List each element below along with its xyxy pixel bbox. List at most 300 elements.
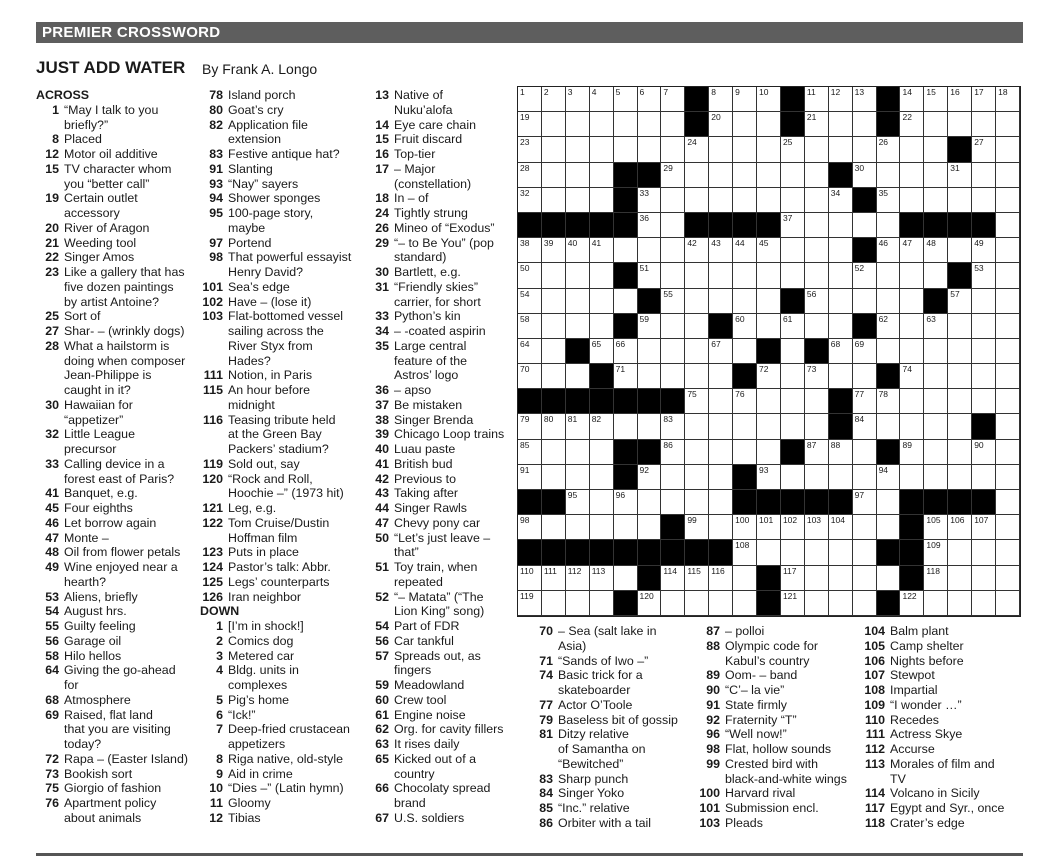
grid-cell[interactable] xyxy=(566,263,590,288)
grid-cell[interactable] xyxy=(709,137,733,162)
grid-cell[interactable] xyxy=(709,263,733,288)
grid-cell[interactable] xyxy=(829,465,853,490)
grid-cell[interactable] xyxy=(900,364,924,389)
grid-cell[interactable] xyxy=(924,112,948,137)
grid-cell[interactable] xyxy=(518,364,542,389)
grid-cell[interactable] xyxy=(614,87,638,112)
grid-cell[interactable] xyxy=(590,163,614,188)
grid-cell[interactable] xyxy=(542,188,566,213)
grid-cell[interactable] xyxy=(590,591,614,616)
grid-cell[interactable] xyxy=(972,263,996,288)
grid-cell[interactable] xyxy=(924,137,948,162)
grid-cell[interactable] xyxy=(853,440,877,465)
grid-cell[interactable] xyxy=(661,163,685,188)
grid-cell[interactable] xyxy=(590,238,614,263)
grid-cell[interactable] xyxy=(781,188,805,213)
grid-cell[interactable] xyxy=(661,238,685,263)
grid-cell[interactable] xyxy=(661,188,685,213)
grid-cell[interactable] xyxy=(566,440,590,465)
grid-cell[interactable] xyxy=(542,263,566,288)
grid-cell[interactable] xyxy=(709,188,733,213)
grid-cell[interactable] xyxy=(518,263,542,288)
grid-cell[interactable] xyxy=(590,87,614,112)
grid-cell[interactable] xyxy=(829,515,853,540)
grid-cell[interactable] xyxy=(685,339,709,364)
grid-cell[interactable] xyxy=(877,414,901,439)
grid-cell[interactable] xyxy=(566,364,590,389)
grid-cell[interactable] xyxy=(733,163,757,188)
grid-cell[interactable] xyxy=(900,591,924,616)
grid-cell[interactable] xyxy=(638,87,662,112)
grid-cell[interactable] xyxy=(614,112,638,137)
grid-cell[interactable] xyxy=(685,289,709,314)
grid-cell[interactable] xyxy=(853,465,877,490)
grid-cell[interactable] xyxy=(638,339,662,364)
grid-cell[interactable] xyxy=(853,566,877,591)
grid-cell[interactable] xyxy=(900,188,924,213)
grid-cell[interactable] xyxy=(566,188,590,213)
grid-cell[interactable] xyxy=(829,289,853,314)
grid-cell[interactable] xyxy=(853,263,877,288)
grid-cell[interactable] xyxy=(948,515,972,540)
grid-cell[interactable] xyxy=(853,87,877,112)
grid-cell[interactable] xyxy=(900,414,924,439)
grid-cell[interactable] xyxy=(518,414,542,439)
grid-cell[interactable] xyxy=(996,137,1020,162)
grid-cell[interactable] xyxy=(900,339,924,364)
grid-cell[interactable] xyxy=(877,465,901,490)
grid-cell[interactable] xyxy=(924,339,948,364)
grid-cell[interactable] xyxy=(733,566,757,591)
grid-cell[interactable] xyxy=(709,163,733,188)
grid-cell[interactable] xyxy=(638,213,662,238)
grid-cell[interactable] xyxy=(972,163,996,188)
grid-cell[interactable] xyxy=(805,137,829,162)
grid-cell[interactable] xyxy=(757,238,781,263)
grid-cell[interactable] xyxy=(781,364,805,389)
grid-cell[interactable] xyxy=(877,163,901,188)
grid-cell[interactable] xyxy=(877,263,901,288)
grid-cell[interactable] xyxy=(542,289,566,314)
grid-cell[interactable] xyxy=(972,465,996,490)
grid-cell[interactable] xyxy=(709,591,733,616)
grid-cell[interactable] xyxy=(757,112,781,137)
grid-cell[interactable] xyxy=(948,465,972,490)
grid-cell[interactable] xyxy=(661,87,685,112)
grid-cell[interactable] xyxy=(685,188,709,213)
grid-cell[interactable] xyxy=(638,465,662,490)
grid-cell[interactable] xyxy=(805,314,829,339)
grid-cell[interactable] xyxy=(614,414,638,439)
grid-cell[interactable] xyxy=(542,137,566,162)
grid-cell[interactable] xyxy=(948,112,972,137)
grid-cell[interactable] xyxy=(518,591,542,616)
grid-cell[interactable] xyxy=(709,515,733,540)
grid-cell[interactable] xyxy=(661,314,685,339)
grid-cell[interactable] xyxy=(996,515,1020,540)
grid-cell[interactable] xyxy=(853,591,877,616)
grid-cell[interactable] xyxy=(924,389,948,414)
grid-cell[interactable] xyxy=(781,213,805,238)
grid-cell[interactable] xyxy=(972,515,996,540)
grid-cell[interactable] xyxy=(590,465,614,490)
grid-cell[interactable] xyxy=(948,314,972,339)
grid-cell[interactable] xyxy=(590,188,614,213)
grid-cell[interactable] xyxy=(924,263,948,288)
grid-cell[interactable] xyxy=(566,314,590,339)
grid-cell[interactable] xyxy=(661,213,685,238)
grid-cell[interactable] xyxy=(972,238,996,263)
grid-cell[interactable] xyxy=(829,440,853,465)
grid-cell[interactable] xyxy=(709,389,733,414)
grid-cell[interactable] xyxy=(566,465,590,490)
grid-cell[interactable] xyxy=(900,389,924,414)
grid-cell[interactable] xyxy=(805,566,829,591)
grid-cell[interactable] xyxy=(709,364,733,389)
grid-cell[interactable] xyxy=(685,389,709,414)
grid-cell[interactable] xyxy=(709,112,733,137)
grid-cell[interactable] xyxy=(661,465,685,490)
grid-cell[interactable] xyxy=(805,414,829,439)
grid-cell[interactable] xyxy=(781,540,805,565)
grid-cell[interactable] xyxy=(996,238,1020,263)
grid-cell[interactable] xyxy=(996,188,1020,213)
grid-cell[interactable] xyxy=(900,289,924,314)
grid-cell[interactable] xyxy=(996,289,1020,314)
grid-cell[interactable] xyxy=(996,414,1020,439)
grid-cell[interactable] xyxy=(877,289,901,314)
grid-cell[interactable] xyxy=(685,137,709,162)
grid-cell[interactable] xyxy=(805,163,829,188)
grid-cell[interactable] xyxy=(542,515,566,540)
grid-cell[interactable] xyxy=(972,591,996,616)
grid-cell[interactable] xyxy=(853,364,877,389)
grid-cell[interactable] xyxy=(781,414,805,439)
grid-cell[interactable] xyxy=(542,163,566,188)
grid-cell[interactable] xyxy=(733,238,757,263)
grid-cell[interactable] xyxy=(853,490,877,515)
grid-cell[interactable] xyxy=(590,112,614,137)
grid-cell[interactable] xyxy=(685,566,709,591)
grid-cell[interactable] xyxy=(733,414,757,439)
grid-cell[interactable] xyxy=(805,591,829,616)
grid-cell[interactable] xyxy=(685,414,709,439)
grid-cell[interactable] xyxy=(542,591,566,616)
grid-cell[interactable] xyxy=(757,465,781,490)
grid-cell[interactable] xyxy=(853,414,877,439)
grid-cell[interactable] xyxy=(781,163,805,188)
grid-cell[interactable] xyxy=(614,137,638,162)
grid-cell[interactable] xyxy=(853,112,877,137)
grid-cell[interactable] xyxy=(566,515,590,540)
grid-cell[interactable] xyxy=(685,465,709,490)
grid-cell[interactable] xyxy=(972,389,996,414)
grid-cell[interactable] xyxy=(805,364,829,389)
grid-cell[interactable] xyxy=(924,364,948,389)
grid-cell[interactable] xyxy=(948,238,972,263)
grid-cell[interactable] xyxy=(996,440,1020,465)
grid-cell[interactable] xyxy=(900,440,924,465)
grid-cell[interactable] xyxy=(757,364,781,389)
grid-cell[interactable] xyxy=(948,566,972,591)
grid-cell[interactable] xyxy=(781,566,805,591)
grid-cell[interactable] xyxy=(877,238,901,263)
grid-cell[interactable] xyxy=(996,163,1020,188)
grid-cell[interactable] xyxy=(877,515,901,540)
grid-cell[interactable] xyxy=(972,566,996,591)
grid-cell[interactable] xyxy=(733,540,757,565)
grid-cell[interactable] xyxy=(685,364,709,389)
grid-cell[interactable] xyxy=(805,87,829,112)
grid-cell[interactable] xyxy=(685,490,709,515)
grid-cell[interactable] xyxy=(829,364,853,389)
grid-cell[interactable] xyxy=(829,213,853,238)
grid-cell[interactable] xyxy=(733,389,757,414)
grid-cell[interactable] xyxy=(877,213,901,238)
grid-cell[interactable] xyxy=(757,314,781,339)
grid-cell[interactable] xyxy=(781,137,805,162)
grid-cell[interactable] xyxy=(566,112,590,137)
grid-cell[interactable] xyxy=(948,389,972,414)
grid-cell[interactable] xyxy=(948,163,972,188)
grid-cell[interactable] xyxy=(709,339,733,364)
grid-cell[interactable] xyxy=(805,389,829,414)
grid-cell[interactable] xyxy=(638,188,662,213)
grid-cell[interactable] xyxy=(518,314,542,339)
grid-cell[interactable] xyxy=(518,440,542,465)
grid-cell[interactable] xyxy=(590,314,614,339)
grid-cell[interactable] xyxy=(638,364,662,389)
grid-cell[interactable] xyxy=(685,591,709,616)
grid-cell[interactable] xyxy=(733,515,757,540)
grid-cell[interactable] xyxy=(590,339,614,364)
grid-cell[interactable] xyxy=(614,238,638,263)
grid-cell[interactable] xyxy=(829,314,853,339)
grid-cell[interactable] xyxy=(733,339,757,364)
grid-cell[interactable] xyxy=(805,238,829,263)
grid-cell[interactable] xyxy=(948,188,972,213)
grid-cell[interactable] xyxy=(781,465,805,490)
grid-cell[interactable] xyxy=(518,289,542,314)
grid-cell[interactable] xyxy=(805,112,829,137)
grid-cell[interactable] xyxy=(518,566,542,591)
grid-cell[interactable] xyxy=(996,263,1020,288)
grid-cell[interactable] xyxy=(853,389,877,414)
grid-cell[interactable] xyxy=(590,289,614,314)
grid-cell[interactable] xyxy=(685,515,709,540)
grid-cell[interactable] xyxy=(757,515,781,540)
grid-cell[interactable] xyxy=(972,289,996,314)
grid-cell[interactable] xyxy=(566,490,590,515)
grid-cell[interactable] xyxy=(518,87,542,112)
grid-cell[interactable] xyxy=(757,87,781,112)
grid-cell[interactable] xyxy=(661,440,685,465)
grid-cell[interactable] xyxy=(590,414,614,439)
grid-cell[interactable] xyxy=(877,137,901,162)
grid-cell[interactable] xyxy=(733,314,757,339)
grid-cell[interactable] xyxy=(924,540,948,565)
grid-cell[interactable] xyxy=(614,339,638,364)
grid-cell[interactable] xyxy=(757,137,781,162)
grid-cell[interactable] xyxy=(853,339,877,364)
grid-cell[interactable] xyxy=(853,137,877,162)
grid-cell[interactable] xyxy=(853,515,877,540)
grid-cell[interactable] xyxy=(972,112,996,137)
grid-cell[interactable] xyxy=(709,87,733,112)
grid-cell[interactable] xyxy=(757,163,781,188)
grid-cell[interactable] xyxy=(805,289,829,314)
grid-cell[interactable] xyxy=(757,440,781,465)
grid-cell[interactable] xyxy=(518,238,542,263)
grid-cell[interactable] xyxy=(972,137,996,162)
grid-cell[interactable] xyxy=(853,540,877,565)
grid-cell[interactable] xyxy=(638,490,662,515)
grid-cell[interactable] xyxy=(948,339,972,364)
grid-cell[interactable] xyxy=(518,339,542,364)
grid-cell[interactable] xyxy=(924,314,948,339)
grid-cell[interactable] xyxy=(757,188,781,213)
grid-cell[interactable] xyxy=(518,112,542,137)
grid-cell[interactable] xyxy=(661,112,685,137)
grid-cell[interactable] xyxy=(685,440,709,465)
grid-cell[interactable] xyxy=(805,263,829,288)
grid-cell[interactable] xyxy=(996,540,1020,565)
grid-cell[interactable] xyxy=(781,591,805,616)
grid-cell[interactable] xyxy=(948,87,972,112)
grid-cell[interactable] xyxy=(661,289,685,314)
grid-cell[interactable] xyxy=(829,238,853,263)
grid-cell[interactable] xyxy=(829,263,853,288)
grid-cell[interactable] xyxy=(877,389,901,414)
grid-cell[interactable] xyxy=(805,465,829,490)
grid-cell[interactable] xyxy=(661,263,685,288)
grid-cell[interactable] xyxy=(900,263,924,288)
grid-cell[interactable] xyxy=(614,364,638,389)
grid-cell[interactable] xyxy=(709,238,733,263)
grid-cell[interactable] xyxy=(590,566,614,591)
grid-cell[interactable] xyxy=(566,87,590,112)
grid-cell[interactable] xyxy=(996,87,1020,112)
grid-cell[interactable] xyxy=(877,188,901,213)
grid-cell[interactable] xyxy=(924,465,948,490)
grid-cell[interactable] xyxy=(661,591,685,616)
crossword-grid[interactable] xyxy=(517,86,1021,617)
grid-cell[interactable] xyxy=(996,465,1020,490)
grid-cell[interactable] xyxy=(614,515,638,540)
grid-cell[interactable] xyxy=(948,591,972,616)
grid-cell[interactable] xyxy=(661,339,685,364)
grid-cell[interactable] xyxy=(566,414,590,439)
grid-cell[interactable] xyxy=(972,364,996,389)
grid-cell[interactable] xyxy=(781,515,805,540)
grid-cell[interactable] xyxy=(900,314,924,339)
grid-cell[interactable] xyxy=(996,389,1020,414)
grid-cell[interactable] xyxy=(972,440,996,465)
grid-cell[interactable] xyxy=(685,238,709,263)
grid-cell[interactable] xyxy=(709,465,733,490)
grid-cell[interactable] xyxy=(518,465,542,490)
grid-cell[interactable] xyxy=(685,163,709,188)
grid-cell[interactable] xyxy=(590,440,614,465)
grid-cell[interactable] xyxy=(638,515,662,540)
grid-cell[interactable] xyxy=(566,566,590,591)
grid-cell[interactable] xyxy=(829,188,853,213)
grid-cell[interactable] xyxy=(900,137,924,162)
grid-cell[interactable] xyxy=(709,490,733,515)
grid-cell[interactable] xyxy=(614,566,638,591)
grid-cell[interactable] xyxy=(733,137,757,162)
grid-cell[interactable] xyxy=(709,566,733,591)
grid-cell[interactable] xyxy=(781,339,805,364)
grid-cell[interactable] xyxy=(924,188,948,213)
grid-cell[interactable] xyxy=(661,414,685,439)
grid-cell[interactable] xyxy=(948,414,972,439)
grid-cell[interactable] xyxy=(733,591,757,616)
grid-cell[interactable] xyxy=(566,163,590,188)
grid-cell[interactable] xyxy=(829,87,853,112)
grid-cell[interactable] xyxy=(900,163,924,188)
grid-cell[interactable] xyxy=(709,440,733,465)
grid-cell[interactable] xyxy=(638,137,662,162)
grid-cell[interactable] xyxy=(542,112,566,137)
grid-cell[interactable] xyxy=(638,112,662,137)
grid-cell[interactable] xyxy=(614,490,638,515)
grid-cell[interactable] xyxy=(542,314,566,339)
grid-cell[interactable] xyxy=(733,289,757,314)
grid-cell[interactable] xyxy=(805,188,829,213)
grid-cell[interactable] xyxy=(590,490,614,515)
grid-cell[interactable] xyxy=(829,566,853,591)
grid-cell[interactable] xyxy=(996,112,1020,137)
grid-cell[interactable] xyxy=(661,137,685,162)
grid-cell[interactable] xyxy=(757,289,781,314)
grid-cell[interactable] xyxy=(877,339,901,364)
grid-cell[interactable] xyxy=(972,87,996,112)
grid-cell[interactable] xyxy=(566,591,590,616)
grid-cell[interactable] xyxy=(733,263,757,288)
grid-cell[interactable] xyxy=(781,314,805,339)
grid-cell[interactable] xyxy=(972,314,996,339)
grid-cell[interactable] xyxy=(853,213,877,238)
grid-cell[interactable] xyxy=(638,414,662,439)
grid-cell[interactable] xyxy=(542,414,566,439)
grid-cell[interactable] xyxy=(924,87,948,112)
grid-cell[interactable] xyxy=(542,339,566,364)
grid-cell[interactable] xyxy=(948,440,972,465)
grid-cell[interactable] xyxy=(877,566,901,591)
grid-cell[interactable] xyxy=(924,238,948,263)
grid-cell[interactable] xyxy=(542,465,566,490)
grid-cell[interactable] xyxy=(566,137,590,162)
grid-cell[interactable] xyxy=(709,289,733,314)
grid-cell[interactable] xyxy=(685,263,709,288)
grid-cell[interactable] xyxy=(709,414,733,439)
grid-cell[interactable] xyxy=(996,490,1020,515)
grid-cell[interactable] xyxy=(924,163,948,188)
grid-cell[interactable] xyxy=(733,440,757,465)
grid-cell[interactable] xyxy=(996,314,1020,339)
grid-cell[interactable] xyxy=(685,314,709,339)
grid-cell[interactable] xyxy=(829,540,853,565)
grid-cell[interactable] xyxy=(924,591,948,616)
grid-cell[interactable] xyxy=(661,364,685,389)
grid-cell[interactable] xyxy=(781,389,805,414)
grid-cell[interactable] xyxy=(900,465,924,490)
grid-cell[interactable] xyxy=(924,414,948,439)
grid-cell[interactable] xyxy=(972,540,996,565)
grid-cell[interactable] xyxy=(757,389,781,414)
grid-cell[interactable] xyxy=(781,238,805,263)
